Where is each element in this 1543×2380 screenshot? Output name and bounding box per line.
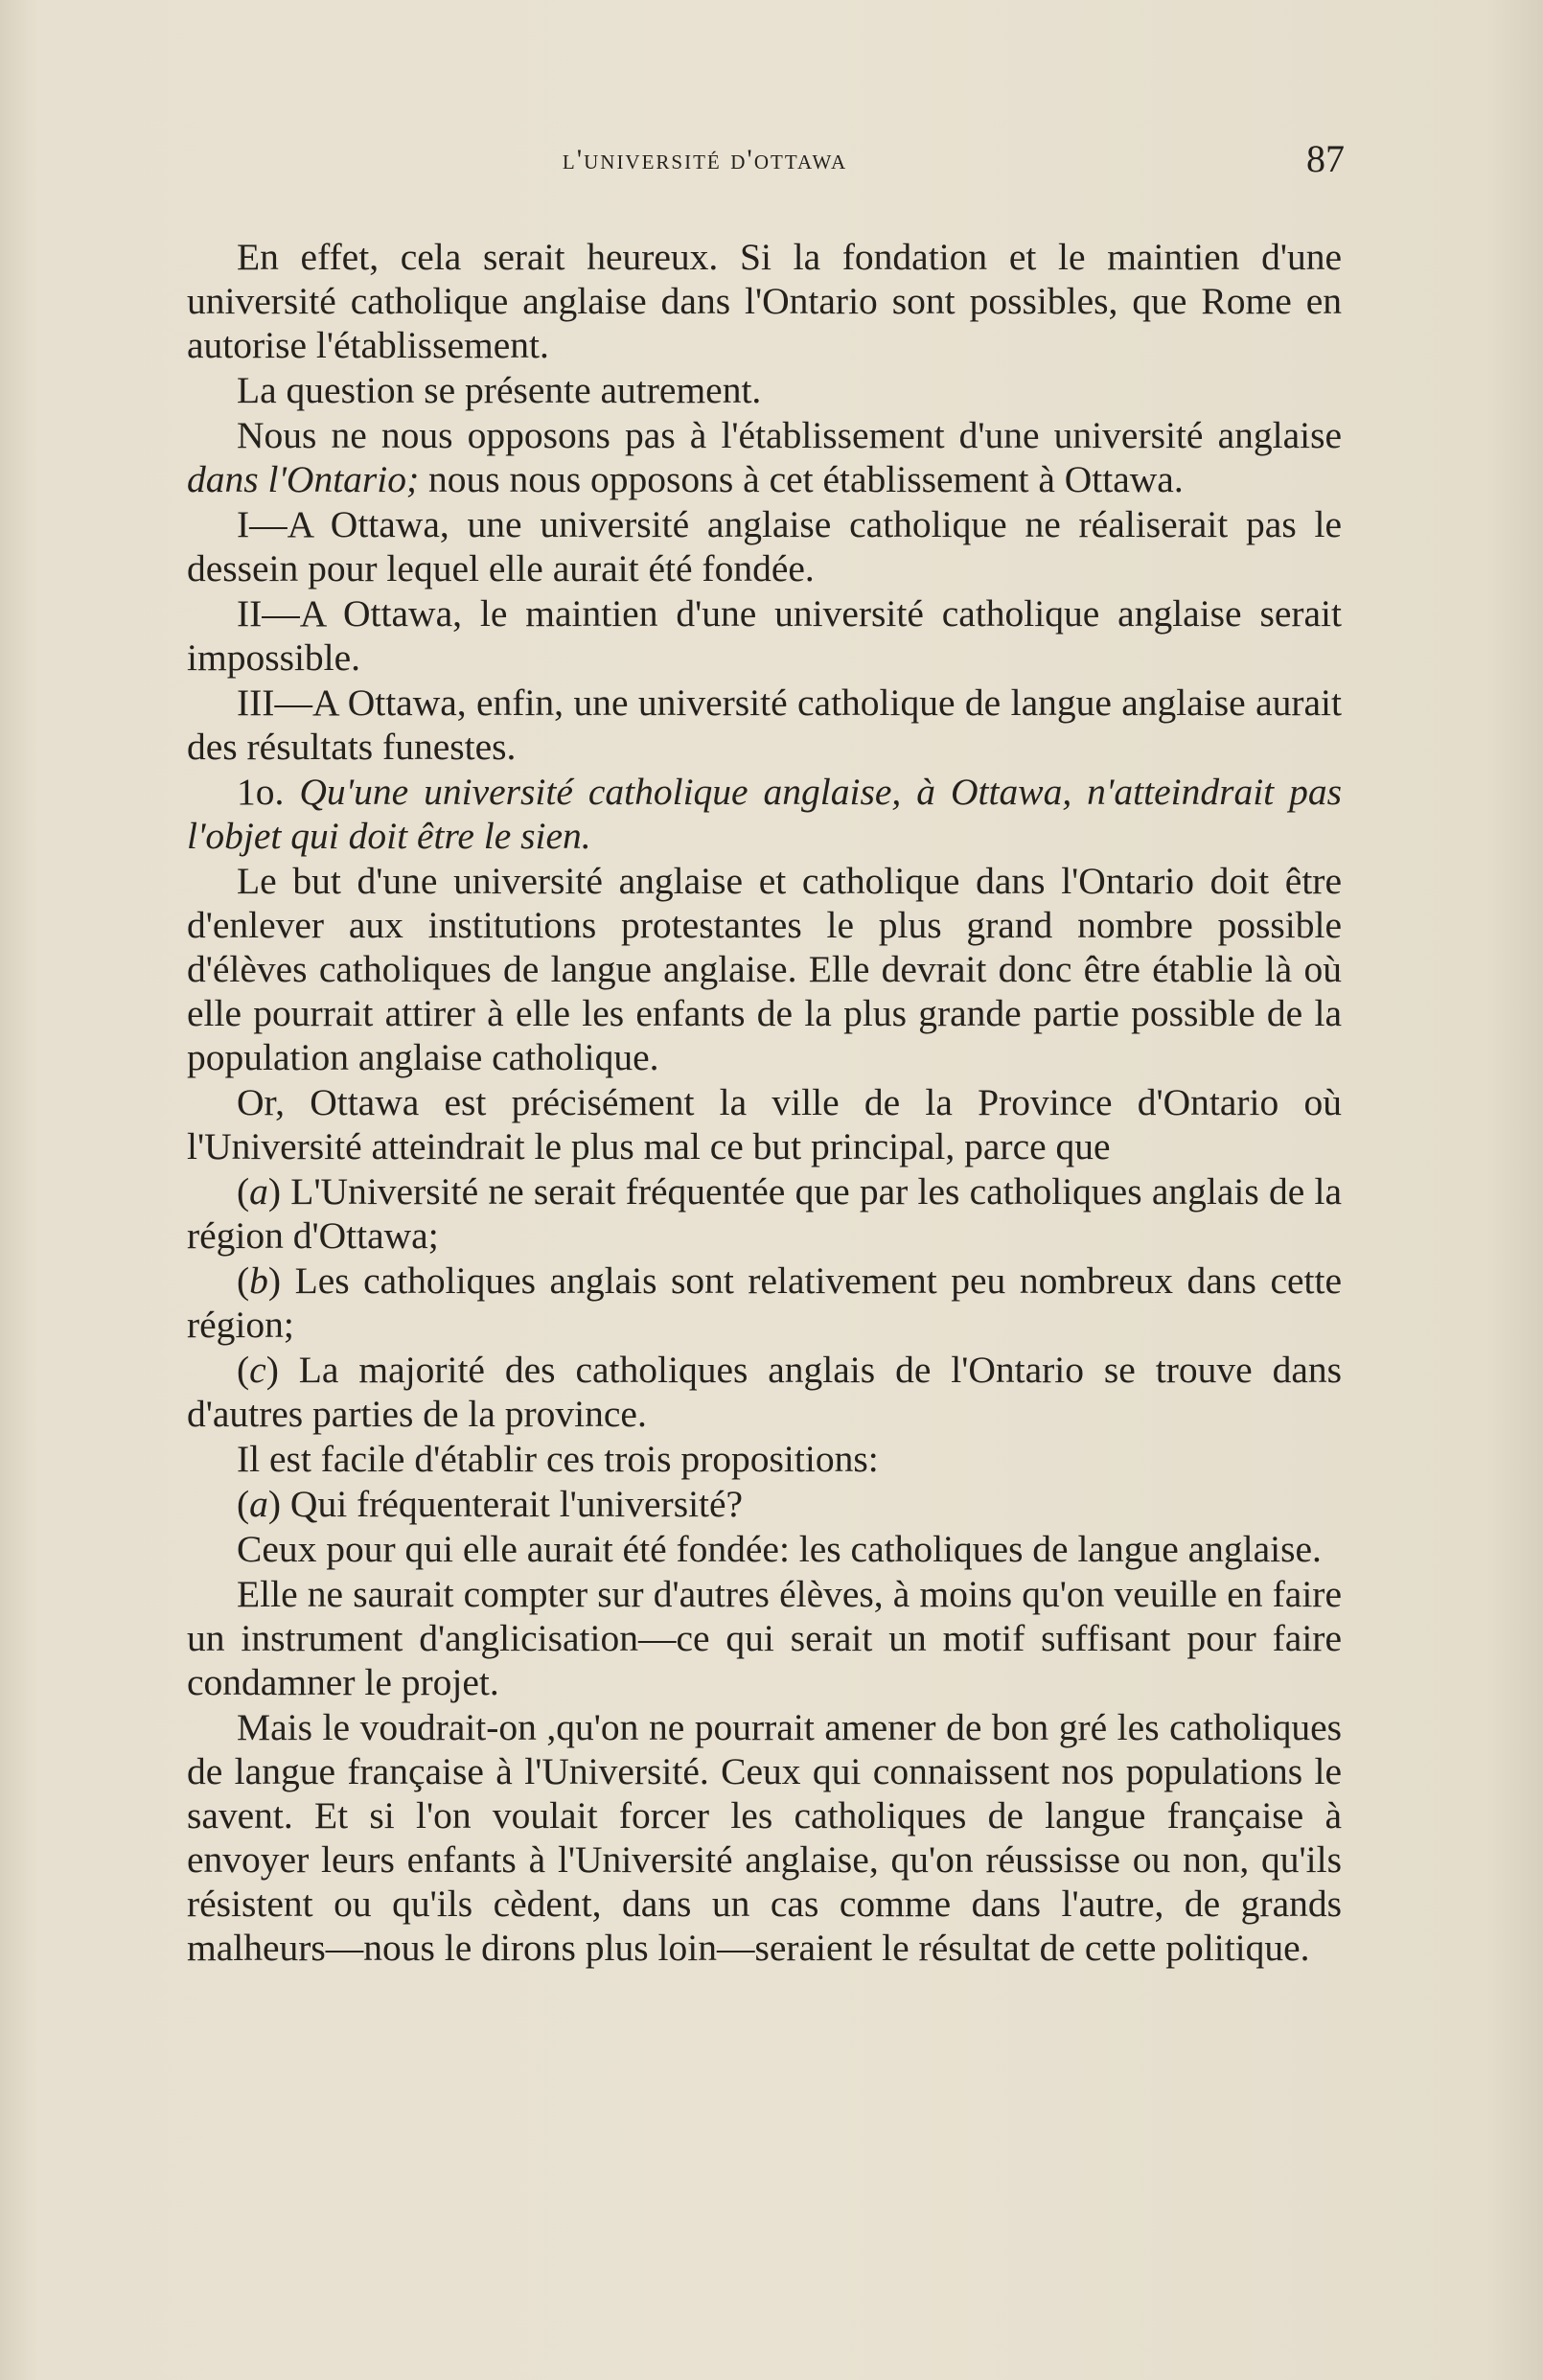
paragraph: Elle ne saurait compter sur d'autres élèves, à moins qu'on veuille en faire un instrument d'anglicisation—ce qui serait un motif suffisant pour faire condamner le projet. [187,1573,1342,1703]
paragraph: Mais le voudrait-on ,qu'on ne pourrait amener de bon gré les catholiques de langue française à l'Université. Ceux qui connaissent nos populations le savent. Et si l'on voulait forcer les catholiques de langue française à envoyer leurs enfants à l'Université anglaise, qu'on réussisse ou non, qu'ils résistent ou qu'ils cèdent, dans un cas comme dans l'autre, de grands malheurs—nous le dirons plus loin—seraient le résultat de cette politique. [187,1706,1342,1969]
paragraph: Ceux pour qui elle aurait été fondée: les catholiques de langue anglaise. [237,1528,1322,1570]
body-text [187,235,1342,1971]
paragraph: (b) Les catholiques anglais sont relativement peu nombreux dans cette région; [187,1259,1342,1346]
paragraph: Il est facile d'établir ces trois propositions: [237,1438,879,1480]
paragraph: III—A Ottawa, enfin, une université catholique de langue anglaise aurait des résultats funestes. [187,682,1342,768]
page-header [190,137,1345,192]
paragraph: (c) La majorité des catholiques anglais de l'Ontario se trouve dans d'autres parties de la province. [187,1349,1342,1435]
paragraph: (a) L'Université ne serait fréquentée que par les catholiques anglais de la région d'Ottawa; [187,1170,1342,1257]
running-title: l'université d'ottawa [562,144,848,175]
paragraph: En effet, cela serait heureux. Si la fondation et le maintien d'une université catholique anglaise dans l'Ontario sont possibles, que Rome en autorise l'établissement. [187,236,1342,366]
paragraph: (a) Qui fréquenterait l'université? [237,1483,744,1525]
paragraph: I—A Ottawa, une université anglaise catholique ne réaliserait pas le dessein pour lequel elle aurait été fondée. [187,503,1342,589]
paragraph: Nous ne nous opposons pas à l'établissement d'une université anglaise dans l'Ontario; nous nous opposons à cet établissement à Ottawa. [187,414,1342,500]
paragraph: La question se présente autrement. [237,369,762,411]
paragraph: 1o. Qu'une université catholique anglaise, à Ottawa, n'atteindrait pas l'objet qui doit être le sien. [187,771,1342,857]
paragraph: Or, Ottawa est précisément la ville de la Province d'Ontario où l'Université atteindrait le plus mal ce but principal, parce que [187,1081,1342,1167]
paragraph: II—A Ottawa, le maintien d'une université catholique anglaise serait impossible. [187,592,1342,679]
paragraph: Le but d'une université anglaise et catholique dans l'Ontario doit être d'enlever aux institutions protestantes le plus grand nombre possible d'élèves catholiques de langue anglaise. Elle devrait donc être établie là où elle pourrait attirer à elle les enfants de la plus grande partie possible de la population anglaise catholique. [187,860,1342,1078]
page-number: 87 [1306,137,1345,180]
